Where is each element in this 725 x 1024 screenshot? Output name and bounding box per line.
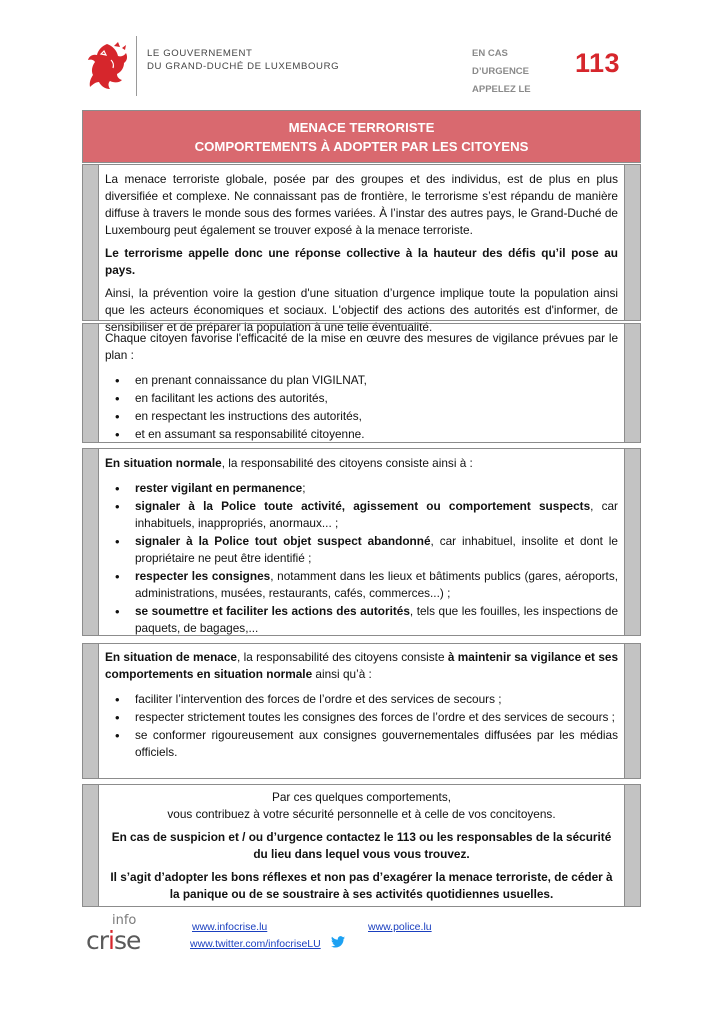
side-bar-left bbox=[82, 784, 99, 907]
normal-lead: En situation normale, la responsabilité des citoyens consiste ainsi à : bbox=[105, 456, 473, 470]
list-item: • en respectant les instructions des autorités, bbox=[105, 408, 618, 425]
closing-emergency-instruction: En cas de suspicion et / ou d’urgence contactez le 113 ou les responsables de la sécurité du lieu dans lequel vous vous trouvez. bbox=[111, 830, 612, 861]
normal-list bbox=[105, 480, 618, 637]
urgence-line-1: EN CAS bbox=[472, 48, 508, 59]
infocrise-link[interactable]: www.infocrise.lu bbox=[192, 921, 268, 933]
government-name bbox=[147, 47, 339, 73]
twitter-bird-icon[interactable] bbox=[331, 936, 345, 948]
list-item: • signaler à la Police toute activité, agissement ou comportement suspects, car inhabituels, inappropriés, anormaux... ; bbox=[105, 498, 618, 532]
title-line-1: MENACE TERRORISTE bbox=[288, 120, 435, 135]
document-title bbox=[82, 110, 641, 163]
side-bar-right bbox=[624, 448, 641, 636]
police-link[interactable]: www.police.lu bbox=[368, 921, 432, 933]
closing-reflex-statement: Il s’agit d’adopter les bons réflexes et non pas d’exagérer la menace terroriste, de céder à la panique ou de se soustraire à ses activités quotidiennes usuelles. bbox=[110, 870, 613, 901]
side-bar-left bbox=[82, 448, 99, 636]
infocrise-logo bbox=[86, 912, 146, 958]
list-item: • respecter les consignes, notamment dans les lieux et bâtiments publics (gares, aéroports, administrations, musées, restaurants, cafés, commerces...) ; bbox=[105, 568, 618, 602]
side-bar-right bbox=[624, 784, 641, 907]
side-bar-right bbox=[624, 164, 641, 321]
list-item: • se soumettre et faciliter les actions des autorités, tels que les fouilles, les inspections de paquets, de bagages,... bbox=[105, 603, 618, 637]
list-item: • en prenant connaissance du plan VIGILNAT, bbox=[105, 372, 618, 389]
list-item: • signaler à la Police tout objet suspect abandonné, car inhabituel, insolite et dont le propriétaire ne peut être identifié ; bbox=[105, 533, 618, 567]
emergency-number: 113 bbox=[575, 48, 621, 78]
closing-section bbox=[82, 784, 641, 907]
vigilance-list bbox=[105, 372, 618, 443]
side-bar-left bbox=[82, 323, 99, 443]
title-line-2: COMPORTEMENTS À ADOPTER PAR LES CITOYENS bbox=[194, 139, 529, 154]
intro-bold-statement: Le terrorisme appelle donc une réponse collective à la hauteur des défis qu’il pose au pays. bbox=[105, 246, 618, 277]
side-bar-left bbox=[82, 164, 99, 321]
side-bar-right bbox=[624, 643, 641, 779]
vigilance-section bbox=[82, 323, 641, 443]
gov-line-1: LE GOUVERNEMENT bbox=[147, 48, 253, 59]
intro-paragraph: La menace terroriste globale, posée par des groupes et des individus, est de plus en plus diversifiée et complexe. Ne connaissant pas de frontière, le terrorisme s’est répandu de manière diffuse à travers le monde sous des formes variées. À l’instar des autres pays, le Grand-Duché de Luxembourg peut également se trouver exposé à la menace terroriste. bbox=[105, 172, 618, 237]
emergency-label bbox=[472, 45, 531, 99]
logo-crise-text: crise bbox=[86, 926, 141, 955]
list-item: • rester vigilant en permanence; bbox=[105, 480, 618, 497]
threat-list bbox=[105, 691, 618, 761]
header-divider bbox=[136, 36, 137, 96]
intro-section bbox=[82, 164, 641, 334]
threat-situation-section bbox=[82, 643, 641, 779]
list-item: • respecter strictement toutes les consignes des forces de l’ordre et des services de secours ; bbox=[105, 709, 618, 726]
intro-prevention-paragraph: Ainsi, la prévention voire la gestion d'une situation d’urgence implique toute la population ainsi que les acteurs économiques et sociaux. L'objectif des actions des autorités est d'informer, de sensibiliser et de préparer la population à une telle éventualité. bbox=[105, 286, 618, 334]
list-item: • se conformer rigoureusement aux consignes gouvernementales diffusées par les médias officiels. bbox=[105, 727, 618, 761]
luxembourg-lion-icon bbox=[84, 40, 130, 92]
list-item: • faciliter l’intervention des forces de l’ordre et des services de secours ; bbox=[105, 691, 618, 708]
vigilance-lead: Chaque citoyen favorise l'efficacité de la mise en œuvre des mesures de vigilance prévues par le plan : bbox=[105, 331, 618, 362]
closing-line-1: Par ces quelques comportements, bbox=[271, 790, 451, 804]
page-footer bbox=[82, 912, 641, 964]
list-item: • en facilitant les actions des autorités, bbox=[105, 390, 618, 407]
list-item: • et en assumant sa responsabilité citoyenne. bbox=[105, 426, 618, 443]
gov-line-2: DU GRAND-DUCHÉ DE LUXEMBOURG bbox=[147, 61, 340, 72]
closing-line-2: vous contribuez à votre sécurité personnelle et à celle de vos concitoyens. bbox=[167, 807, 556, 821]
logo-info-text: info bbox=[112, 913, 137, 928]
side-bar-left bbox=[82, 643, 99, 779]
page-header bbox=[0, 0, 725, 105]
urgence-line-3: APPELEZ LE bbox=[472, 84, 531, 95]
urgence-line-2: D’URGENCE bbox=[472, 66, 530, 77]
side-bar-right bbox=[624, 323, 641, 443]
normal-situation-section bbox=[82, 448, 641, 636]
twitter-link[interactable]: www.twitter.com/infocriseLU bbox=[190, 938, 321, 950]
threat-lead: En situation de menace, la responsabilité des citoyens consiste à maintenir sa vigilance et ses comportements en situation normale ainsi qu’à : bbox=[105, 650, 619, 681]
